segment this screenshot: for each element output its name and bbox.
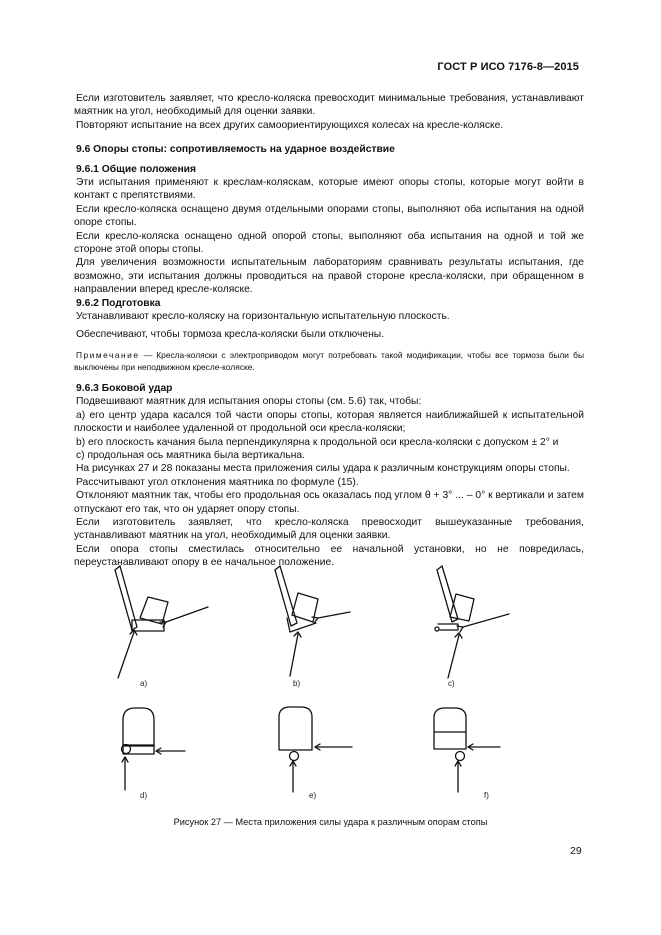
paragraph: Обеспечивают, чтобы тормоза кресла-коляски были отключены. bbox=[76, 328, 385, 340]
note bbox=[74, 349, 584, 373]
note-label: Примечание bbox=[76, 349, 140, 360]
figure-27 bbox=[0, 560, 661, 810]
document-header: ГОСТ Р ИСО 7176-8—2015 bbox=[437, 61, 579, 73]
footrest-d-drawing bbox=[122, 708, 186, 790]
figure-label-d: d) bbox=[140, 791, 148, 800]
footrest-f-drawing bbox=[434, 708, 500, 792]
footrest-b-drawing bbox=[275, 566, 350, 676]
document-body bbox=[74, 92, 584, 570]
paragraph: с) продольная ось маятника была вертикальна. bbox=[76, 449, 305, 461]
paragraph: Подвешивают маятник для испытания опоры стопы (см. 5.6) так, чтобы: bbox=[76, 396, 422, 408]
note-text: — Кресла-коляски с электроприводом могут потребовать такой модификации, чтобы все тормоза были бы выключены при неподвижном кресле-коляске. bbox=[74, 349, 584, 372]
subsection-heading: 9.6.3 Боковой удар bbox=[76, 382, 173, 394]
subsection-heading: 9.6.1 Общие положения bbox=[76, 163, 196, 175]
figure-label-b: b) bbox=[293, 679, 301, 688]
figure-label-a: a) bbox=[140, 679, 148, 688]
figure-label-f: f) bbox=[484, 791, 489, 800]
paragraph: Если изготовитель заявляет, что кресло-коляска превосходит вышеуказанные требования, устанавливают маятник на угол, необходимый для оценки заявки. bbox=[74, 516, 584, 542]
paragraph: Если опора стопы сместилась относительно ее начальной установки, но не повредилась, переустанавливают опору в ее начальное положение. bbox=[74, 543, 584, 569]
footrest-e-drawing bbox=[279, 707, 352, 792]
paragraph: Устанавливают кресло-коляску на горизонтальную испытательную плоскость. bbox=[76, 311, 450, 323]
footrest-c-drawing bbox=[435, 566, 509, 678]
paragraph: Эти испытания применяют к креслам-коляскам, которые имеют опоры стопы, которые могут войти в контакт с препятствиями. bbox=[74, 177, 584, 202]
paragraph: Повторяют испытание на всех других самоориентирующихся колесах на кресле-коляске. bbox=[76, 119, 504, 131]
paragraph: b) его плоскость качания была перпендикулярна к продольной оси кресла-коляски с допуском ± 2° и bbox=[76, 436, 559, 448]
paragraph: На рисунках 27 и 28 показаны места приложения силы удара к различным конструкциям опоры стопы. bbox=[76, 463, 570, 475]
figure-drawing bbox=[0, 560, 661, 810]
paragraph: Рассчитывают угол отклонения маятника по формуле (15). bbox=[76, 476, 359, 488]
paragraph: Если кресло-коляска оснащено одной опорой стопы, выполняют оба испытания на одной и той же стороне этой опоры стопы. bbox=[74, 230, 584, 256]
footrest-a-drawing bbox=[115, 566, 208, 678]
paragraph: Для увеличения возможности испытательным лабораториям сравнивать результаты испытания, где возможно, эти испытания должны проводиться на правой стороне кресла-коляски, при обращенном в направлении вперед кресле-коляске. bbox=[74, 257, 584, 296]
paragraph: а) его центр удара касался той части опоры стопы, которая является наиближайшей к испытательной плоскости и наиболее удаленной от продольной оси кресла-коляски; bbox=[74, 409, 584, 435]
paragraph: Если изготовитель заявляет, что кресло-коляска превосходит минимальные требования, устанавливают маятник на угол, необходимый для оценки заявки. bbox=[74, 93, 584, 118]
page-number: 29 bbox=[570, 845, 582, 857]
paragraph: Если кресло-коляска оснащено двумя отдельными опорами стопы, выполняют оба испытания на одной опоре стопы. bbox=[74, 203, 584, 229]
figure-caption: Рисунок 27 — Места приложения силы удара к различным опорам стопы bbox=[173, 817, 488, 827]
section-heading: 9.6 Опоры стопы: сопротивляемость на ударное воздействие bbox=[76, 144, 395, 156]
figure-label-e: e) bbox=[309, 791, 317, 800]
figure-label-c: c) bbox=[448, 679, 455, 688]
subsection-heading: 9.6.2 Подготовка bbox=[76, 297, 161, 309]
paragraph: Отклоняют маятник так, чтобы его продольная ось оказалась под углом θ + 3° ... – 0° к вертикали и затем отпускают его так, что он ударяет опору стопы. bbox=[74, 490, 584, 515]
